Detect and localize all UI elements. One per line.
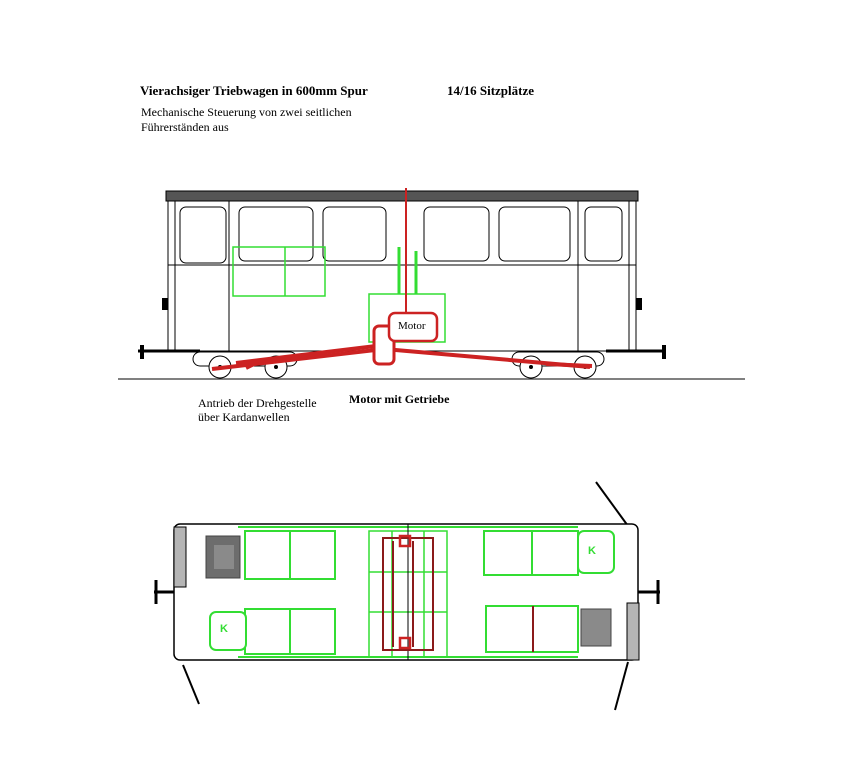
motor-gear-label: Motor mit Getriebe (349, 392, 450, 406)
window (180, 207, 226, 263)
drive-note-line2: über Kardanwellen (198, 410, 290, 424)
end-platform-right (627, 603, 639, 660)
buffer-left (162, 298, 168, 310)
window (239, 207, 313, 261)
control-stand-box (214, 545, 234, 569)
roof (166, 191, 638, 201)
title: Vierachsiger Triebwagen in 600mm Spur (140, 83, 368, 98)
motor-label: Motor (398, 320, 426, 332)
toilet-label-right: K (588, 545, 596, 557)
step-line (615, 662, 628, 710)
step-line (183, 665, 199, 704)
toilet-label-left: K (220, 623, 228, 635)
control-note-line2: Führerständen aus (141, 120, 229, 134)
coupler-left (140, 345, 144, 359)
buffer-right (636, 298, 642, 310)
top-view (154, 482, 660, 710)
toilet-left (210, 612, 246, 650)
control-stand-box-right (581, 609, 611, 646)
toilet-right (578, 531, 614, 573)
step-line (596, 482, 628, 526)
window (499, 207, 570, 261)
coupler-right (662, 345, 666, 359)
drive-note-line1: Antrieb der Drehgestelle (198, 396, 317, 410)
control-note-line1: Mechanische Steuerung von zwei seitlichen (141, 105, 352, 119)
side-view (118, 188, 745, 379)
window (424, 207, 489, 261)
window (585, 207, 622, 261)
end-platform-left (174, 527, 186, 587)
seat-count: 14/16 Sitzplätze (447, 83, 535, 98)
window (323, 207, 386, 261)
